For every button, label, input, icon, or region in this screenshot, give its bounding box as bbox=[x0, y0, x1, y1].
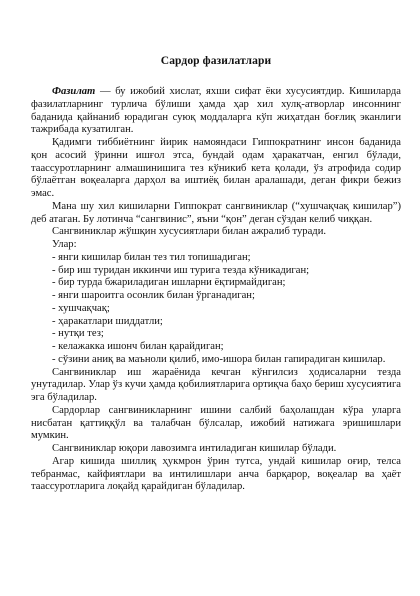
trait-item: - янги шароитга осонлик билан ўрганадиган; bbox=[52, 290, 255, 301]
term-word: Фазилат bbox=[52, 86, 96, 97]
intro-paragraph bbox=[31, 86, 401, 137]
document-title: Сардор фазилатлари bbox=[160, 55, 272, 67]
paragraph-they: Улар: bbox=[52, 239, 77, 250]
trait-item: - сўзини аниқ ва маъноли қилиб, имо-ишора билан гапирадиган кишилар. bbox=[52, 353, 386, 365]
trait-item: - бир иш туридан иккинчи иш турига тезда кўникадиган; bbox=[52, 264, 310, 276]
trait-item: - ҳаракатлари шиддатли; bbox=[52, 315, 163, 327]
trait-item: - бир турда бжариладиган ишларни ёқтирмайдиган; bbox=[52, 277, 286, 289]
document-body bbox=[31, 86, 401, 494]
paragraph-forgetting: Сангвиниклар иш жараёнида кечган кўнгилсиз ҳодисаларни тезда унутадилар. Улар ўз кучи ҳамда қобилиятларига ортиқча баҳо бериш хусусиятига эга бўладилар. bbox=[31, 366, 401, 403]
paragraph-phlegm: Агар кишида шиллиқ ҳукмрон ўрин тутса, ундай кишилар оғир, телса тебранмас, кайфиятлари ва интилишлари анча барқарор, воқеалар ва ҳаёт таассуротларига лоқайд қарайдиган бўладилар. bbox=[31, 455, 401, 493]
intro-text: — бу ижобий хислат, яхши сифат ёки хусусиятдир. Кишиларда фазилатларнинг турлича бўлиши ҳамда ҳар хил хулқ-атворлар инсоннинг баданида қайнаниб юрадиган суюқ моддаларга кўп жиҳатдан боғлиқ эканлиги тажрибада кузатилган. bbox=[31, 86, 401, 136]
paragraph-leaders: Сардорлар сангвиникларнинг ишини салбий баҳолашдан кўра уларга нисбатан қаттиққўл ва талабчан бўлсалар, ижобий натижага эришишлари мумкин. bbox=[31, 404, 401, 442]
paragraph-sanguine-traits-intro: Сангвиниклар жўшқин хусусиятлари билан ажралиб туради. bbox=[52, 226, 327, 238]
trait-item: - нутқи тез; bbox=[52, 328, 104, 340]
paragraph-ambition: Сангвиниклар юқори лавозимга интиладиган кишилар бўлади. bbox=[52, 443, 337, 454]
paragraph-hippocrates: Қадимги тиббиётнинг йирик намояндаси Гиппократнинг инсон баданида қон асосий ўринни ишғол этса, бундай одам ҳаракатчан, енгил бўлади, таассуротларнинг алмашинишига тез кўникиб кета қолади, ўз атрофида содир бўлаётган воқеаларга дарҳол ва иштиёқ билан аралашади, деган фикри бежиз эмас. bbox=[31, 137, 401, 199]
trait-item: - хушчақчақ; bbox=[52, 302, 110, 314]
trait-item: - келажакка ишонч билан қарайдиган; bbox=[52, 341, 224, 352]
trait-item: - янги кишилар билан тез тил топишадиган; bbox=[52, 251, 251, 263]
paragraph-sanguine-name: Мана шу хил кишиларни Гиппократ сангвиниклар (“хушчақчақ кишилар”) деб атаган. Бу лотинча “сангвинис”, яъни “қон” деган сўздан келиб чиққан. bbox=[31, 200, 401, 225]
